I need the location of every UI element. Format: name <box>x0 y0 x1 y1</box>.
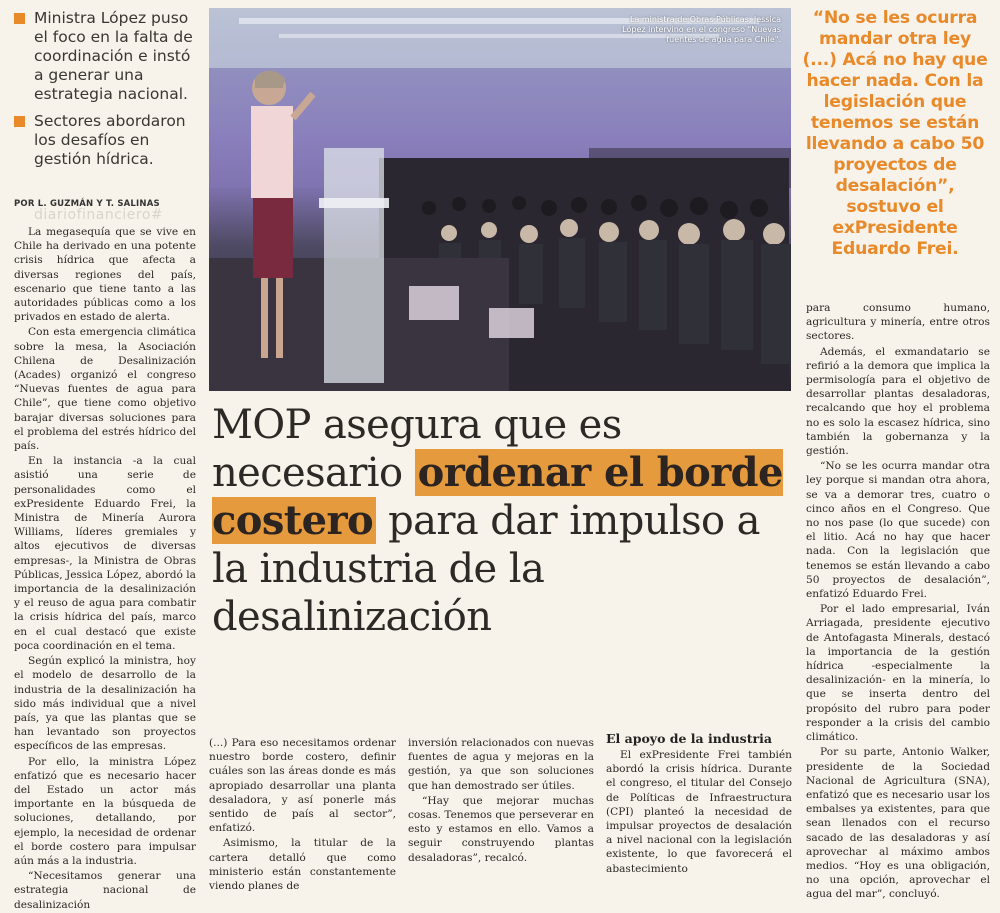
pull-quote: “No se les ocurra mandar otra ley (...) Acá no hay que hacer nada. Con la legislación que tenemos se están llevando a cabo 50 proyectos de desalación”, sostuvo el exPresidente Eduardo Frei. <box>802 8 988 259</box>
paragraph: En la instancia -a la cual asistió una serie de personalidades como el exPresidente Eduardo Frei, la Ministra de Minería Aurora Williams, líderes gremiales y altos ejecutivos de diversas empresas-, la Ministra de Obras Públicas, Jessica López, abordó la importancia de la desalinización y el reuso de agua para combatir la crisis hídrica del país, marco en el cual destacó que existe poca coordinación en el tema. <box>14 455 196 652</box>
headline-part-2: para dar impulso a la industria de la desalinización <box>212 498 760 640</box>
bullet-text: Ministra López puso el foco en la falta de coordinación e instó a generar una estrategia nacional. <box>34 9 193 103</box>
headline-part-1: MOP asegura que es necesario <box>212 402 622 496</box>
byline: POR L. GUZMÁN Y T. SALINAS <box>14 199 160 209</box>
article-column-2 <box>209 736 396 894</box>
conference-photo <box>209 8 791 391</box>
bullet-square-icon <box>14 116 25 127</box>
headline-highlight: ordenar el borde costero <box>212 449 783 544</box>
paragraph: “Necesitamos generar una estrategia nacional de desalinización <box>14 870 196 911</box>
article-column-4 <box>606 731 792 877</box>
photo-caption: La ministra de Obras Públicas, Jessica López intervino en el congreso "Nuevas fuentes de agua para Chile". <box>622 15 781 44</box>
paragraph: (...) Para eso necesitamos ordenar nuestro borde costero, definir cuáles son las áreas donde es más apropiado desarrollar una planta desaladora, y así ponerle más sentido de país al sector”, enfatizó. <box>209 737 396 835</box>
article-column-1 <box>14 225 196 913</box>
article-column-3 <box>408 736 594 866</box>
paragraph: Por su parte, Antonio Walker, presidente de la Sociedad Nacional de Agricultura (SNA), enfatizó que es necesario usar los embalses ya existentes, para que sean llenados con el recurso sacado de las desaladoras y así aprovechar al máximo ambos medios. “Hoy es una obligación, no una opción, aprovechar el agua del mar”, concluyó. <box>806 746 990 901</box>
paragraph: Con esta emergencia climática sobre la mesa, la Asociación Chilena de Desalinización (Acades) organizó el congreso “Nuevas fuentes de agua para Chile”, que tiene como objetivo barajar diversas soluciones para el problema del estrés hídrico del país. <box>14 326 196 453</box>
paragraph: Asimismo, la titular de la cartera detalló que como ministerio están constantemente viendo planes de <box>209 837 396 893</box>
paragraph: Por el lado empresarial, Iván Arriagada, presidente ejecutivo de Antofagasta Minerals, destacó la importancia de la gestión hídrica -especialmente la desalinización- en la minería, lo que se inserta dentro del propósito del rubro para poder responder a la crisis del cambio climático. <box>806 603 990 744</box>
headline <box>212 401 787 641</box>
summary-bullet <box>14 9 194 104</box>
paragraph: Según explicó la ministra, hoy el modelo de desarrollo de la industria de la desalinización ha sido más individual que a nivel país, ya que las plantas que se han levantado son proyectos específicos de las empresas. <box>14 655 196 753</box>
summary-bullet <box>14 112 194 169</box>
photo-illustration <box>209 8 791 391</box>
paragraph: “Hay que mejorar muchas cosas. Tenemos que perseverar en esto y estamos en ello. Vamos a seguir construyendo plantas desaladoras”, recalcó. <box>408 794 594 864</box>
watermark: diariofinanciero# <box>34 207 164 223</box>
paragraph: Además, el exmandatario se refirió a la demora que implica la permisología para el objetivo de desarrollar plantas desaladoras, recalcando que hoy el problema no es solo la escasez hídrica, sino también la gobernanza y la gestión. <box>806 345 990 458</box>
bullet-text: Sectores abordaron los desafíos en gestión hídrica. <box>34 112 186 168</box>
article-column-5 <box>806 301 990 903</box>
paragraph: El exPresidente Frei también abordó la crisis hídrica. Durante el congreso, el titular del Consejo de Políticas de Infraestructura (CPI) planteó la necesidad de impulsar proyectos de desalación a nivel nacional con la legislación existente, lo que favorecerá el abastecimiento <box>606 749 792 875</box>
paragraph: inversión relacionados con nuevas fuentes de agua y mejoras en la gestión, ya que son soluciones que han demostrado ser útiles. <box>408 737 594 792</box>
bullet-square-icon <box>14 13 25 24</box>
summary-bullets <box>14 9 194 169</box>
paragraph: “No se les ocurra mandar otra ley porque si mandan otra ahora, se va a demorar tres, cuatro o cinco años en el Congreso. Que no nos pase (lo que sucede) con el litio. Acá no hay que hacer nada. Con la legislación que tenemos se están llevando a cabo 50 proyectos de desalación”, enfatizó Eduardo Frei. <box>806 460 990 601</box>
paragraph: La megasequía que se vive en Chile ha derivado en una potente crisis hídrica que afecta a diversas regiones del país, escenario que tiene tanto a las autoridades públicas como a los privados en estado de alerta. <box>14 226 196 324</box>
paragraph: Por ello, la ministra López enfatizó que es necesario hacer del Estado un actor más importante en la búsqueda de soluciones, detallando, por ejemplo, la necesidad de ordenar el borde costero para impulsar aún más a la industria. <box>14 755 196 867</box>
paragraph: para consumo humano, agricultura y minería, entre otros sectores. <box>806 302 990 343</box>
section-subheading: El apoyo de la industria <box>606 731 772 746</box>
